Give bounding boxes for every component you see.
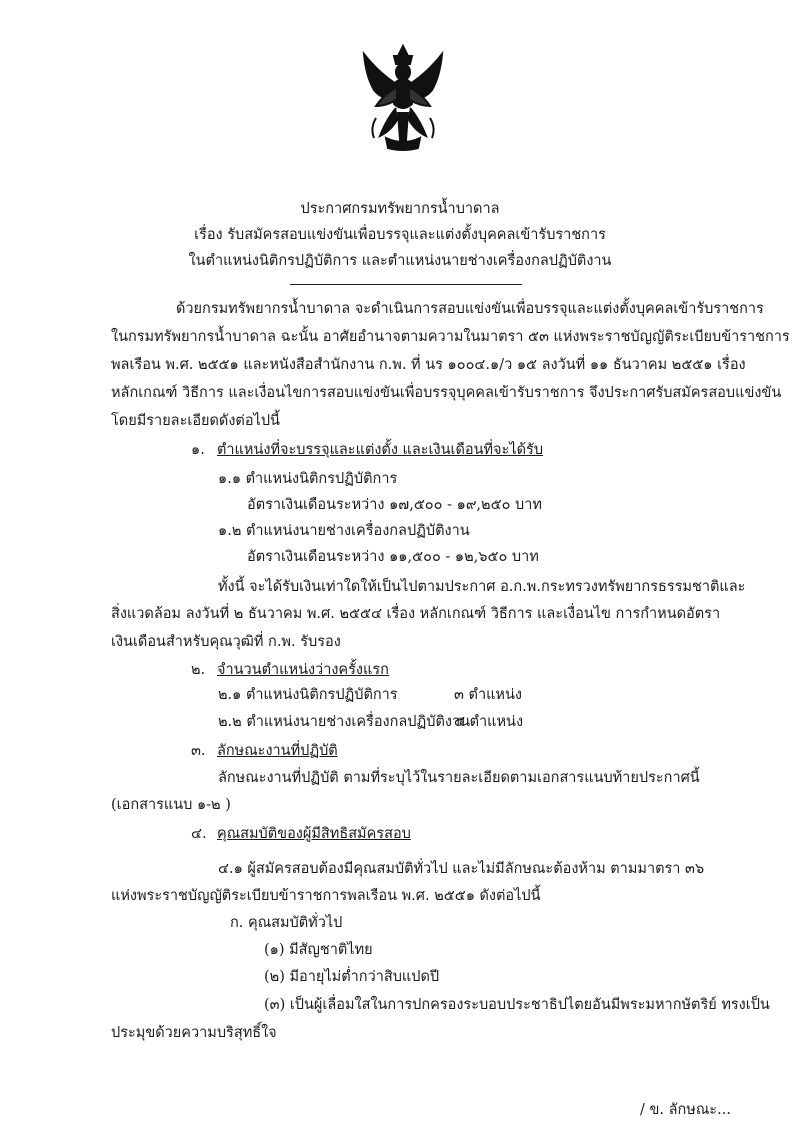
position-1-2: ๑.๒ ตำแหน่งนายช่างเครื่องกลปฏิบัติงาน (218, 523, 470, 539)
section-1-title: ตำแหน่งที่จะบรรจุและแต่งตั้ง และเงินเดือนที่จะได้รับ (217, 442, 544, 458)
position-1-1-salary: อัตราเงินเดือนระหว่าง ๑๗,๕๐๐ - ๑๙,๒๕๐ บาท (247, 497, 542, 513)
announcement-subject: เรื่อง รับสมัครสอบแข่งขันเพื่อบรรจุและแต่งตั้งบุคคลเข้ารับราชการ (194, 227, 606, 243)
section-1-note-1: ทั้งนี้ จะได้รับเงินเท่าใดให้เป็นไปตามประกาศ อ.ก.พ.กระทรวงทรัพยากรธรรมชาติและ (218, 579, 746, 595)
intro-line-1: ด้วยกรมทรัพยากรน้ำบาดาล จะดำเนินการสอบแข่งขันเพื่อบรรจุและแต่งตั้งบุคคลเข้ารับราชการ (176, 301, 764, 317)
announcement-subject-cont: ในตำแหน่งนิติกรปฏิบัติการ และตำแหน่งนายช่างเครื่องกลปฏิบัติงาน (188, 253, 612, 269)
section-2-number: ๒. (191, 662, 206, 678)
qualification-item-3: (๓) เป็นผู้เลื่อมใสในการปกครองระบอบประชาธิปไตยอันมีพระมหากษัตริย์ ทรงเป็น (264, 997, 770, 1013)
announcement-title: ประกาศกรมทรัพยากรน้ำบาดาล (300, 201, 500, 217)
section-2-title: จำนวนตำแหน่งว่างครั้งแรก (217, 662, 389, 678)
section-4-1-line-2: แห่งพระราชบัญญัติระเบียบข้าราชการพลเรือน พ.ศ. ๒๕๕๑ ดังต่อไปนี้ (111, 888, 541, 904)
section-3-line-1: ลักษณะงานที่ปฏิบัติ ตามที่ระบุไว้ในรายละเอียดตามเอกสารแนบท้ายประกาศนี้ (218, 770, 700, 786)
section-4-title: คุณสมบัติของผู้มีสิทธิสมัครสอบ (217, 826, 411, 842)
vacancy-2-1-count: ๓ ตำแหน่ง (454, 687, 522, 703)
section-4-1-line-1: ๔.๑ ผู้สมัครสอบต้องมีคุณสมบัติทั่วไป และไม่มีลักษณะต้องห้าม ตามมาตรา ๓๖ (218, 861, 705, 877)
intro-line-3: พลเรือน พ.ศ. ๒๕๕๑ และหนังสือสำนักงาน ก.พ. ที่ นร ๑๐๐๔.๑/ว ๑๕ ลงวันที่ ๑๑ ธันวาคม ๒๕๕๑ เรื่อง (111, 357, 746, 373)
section-1-note-3: เงินเดือนสำหรับคุณวุฒิที่ ก.พ. รับรอง (111, 634, 341, 650)
page-continuation: / ข. ลักษณะ... (640, 1102, 731, 1118)
vacancy-2-2-count: ๕ ตำแหน่ง (454, 714, 524, 730)
garuda-emblem-icon (356, 42, 450, 152)
section-1-number: ๑. (191, 442, 205, 458)
qualification-item-1: (๑) มีสัญชาติไทย (264, 942, 373, 958)
title-divider (290, 284, 522, 285)
general-qualifications-heading: ก. คุณสมบัติทั่วไป (230, 915, 343, 931)
vacancy-2-2: ๒.๒ ตำแหน่งนายช่างเครื่องกลปฏิบัติงาน (218, 714, 470, 730)
qualification-item-3-cont: ประมุขด้วยความบริสุทธิ์ใจ (111, 1025, 277, 1041)
intro-line-5: โดยมีรายละเอียดดังต่อไปนี้ (111, 413, 280, 429)
section-1-note-2: สิ่งแวดล้อม ลงวันที่ ๒ ธันวาคม พ.ศ. ๒๕๕๔ เรื่อง หลักเกณฑ์ วิธีการ และเงื่อนไข การกำหนดอัตรา (111, 606, 721, 622)
position-1-1: ๑.๑ ตำแหน่งนิติกรปฏิบัติการ (218, 471, 398, 487)
position-1-2-salary: อัตราเงินเดือนระหว่าง ๑๑,๕๐๐ - ๑๒,๖๕๐ บาท (247, 549, 539, 565)
section-4-number: ๔. (191, 826, 207, 842)
section-3-title: ลักษณะงานที่ปฏิบัติ (217, 743, 338, 759)
section-3-line-2: (เอกสารแนบ ๑-๒ ) (111, 797, 231, 813)
qualification-item-2: (๒) มีอายุไม่ต่ำกว่าสิบแปดปี (264, 969, 440, 985)
vacancy-2-1: ๒.๑ ตำแหน่งนิติกรปฏิบัติการ (218, 687, 398, 703)
intro-line-4: หลักเกณฑ์ วิธีการ และเงื่อนไขการสอบแข่งขันเพื่อบรรจุบุคคลเข้ารับราชการ จึงประกาศรับสมัครสอบแข่งขัน (111, 385, 782, 401)
intro-line-2: ในกรมทรัพยากรน้ำบาดาล ฉะนั้น อาศัยอำนาจตามความในมาตรา ๕๓ แห่งพระราชบัญญัติระเบียบข้าราชการ (111, 329, 790, 345)
section-3-number: ๓. (191, 743, 206, 759)
